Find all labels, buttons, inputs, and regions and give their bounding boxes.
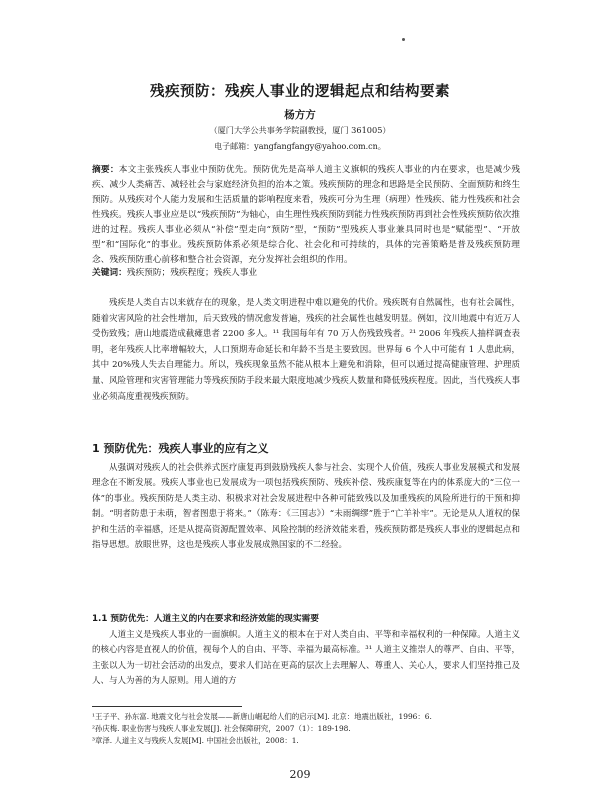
keywords-label: 关键词： bbox=[92, 268, 127, 278]
keywords bbox=[92, 266, 520, 280]
author-name: 杨方方 bbox=[284, 109, 316, 121]
footnote-2: ²孙庆梅. 职业伤害与残疾人事业发展[J]. 社会保障研究，2007（1）：189-198. bbox=[92, 724, 351, 733]
footnote-3: ³章泽. 人道主义与残疾人发展[M]. 中国社会出版社，2008：1. bbox=[92, 736, 299, 745]
author-email: 电子邮箱：yangfangfangy@yahoo.com.cn。 bbox=[214, 142, 386, 151]
intro-paragraph: 残疾是人类自古以来就存在的现象，是人类文明进程中难以避免的代价。残疾既有自然属性，也有社会属性，随着灾害风险的社会性增加，后天致残的情况愈发普遍，残疾的社会属性也越发明显。例如，汶川地震中有近万人受伤致残；唐山地震造成截瘫患者 2200 多人。¹¹ 我国每年有 70 万人伤残致残者。²¹ 2006 年残疾人抽样调查表明，老年残疾人比率增幅较大，人口预期寿命延长和年龄不当是主要致因。世界每 6 个人中可能有 1 人患此病，其中 20%残人失去自理能力。所以，残疾现象虽然不能从根本上避免和消除，但可以通过提高健康管理、护理质量、风险管理和灾害管理能力等残疾预防手段来最大限度地减少残疾人数量和降低残疾程度。因此，当代残疾人事业必须高度重视残疾预防。 bbox=[92, 298, 520, 402]
section-1-heading: 1 预防优先：残疾人事业的应有之义 bbox=[92, 442, 269, 455]
author-affiliation: （厦门大学公共事务学院副教授，厦门 361005） bbox=[209, 125, 391, 135]
footnote-1: ¹王子平、孙东富. 地震文化与社会发展——新唐山崛起给人们的启示[M]. 北京：地震出版社，1996：6. bbox=[92, 712, 432, 721]
scan-dot bbox=[402, 38, 405, 41]
section-1-1-paragraph: 人道主义是残疾人事业的一面旗帜。人道主义的根本在于对人类自由、平等和幸福权利的一种保障。人道主义的核心内容是直视人的价值，视每个人的自由、平等、幸福为最高标准。³¹ 人道主义推崇人的尊严、自由、平等，主张以人为一切社会活动的出发点，要求人们站在更高的层次上去理解人、尊重人、关心人，要求人们坚持推己及人、与人为善的为人原则。用人道的方 bbox=[92, 630, 520, 687]
article-title: 残疾预防：残疾人事业的逻辑起点和结构要素 bbox=[150, 84, 450, 100]
section-1-paragraph: 从强调对残疾人的社会供养式医疗康复再到鼓励残疾人参与社会、实现个人价值，残疾人事业发展模式和发展理念在不断发展。残疾人事业也已发展成为一项包括残疾预防、残疾补偿、残疾康复等在内的体系庞大的“三位一体”的事业。残疾预防是人类主动、积极求对社会发展进程中各种可能致残以及加重残疾的风险所进行的干预和抑制。“明者防患于未萌，智者图患于将来。”（陈寿：《三国志》）“未雨绸缪”胜于“亡羊补牢”。无论是从人道权的保护和生活的幸福感，还是从提高资源配置效率、风险控制的经济效能来看，残疾预防都是残疾人事业的逻辑起点和指导思想。放眼世界，这也是残疾人事业发展成熟国家的不二经验。 bbox=[92, 463, 520, 551]
abstract-label: 摘要： bbox=[92, 165, 119, 175]
footnote-divider bbox=[92, 706, 242, 707]
abstract bbox=[92, 163, 520, 268]
keywords-text: 残疾预防；残疾程度；残疾人事业 bbox=[126, 268, 258, 278]
page-number: 209 bbox=[289, 768, 311, 781]
section-1-1-heading: 1.1 预防优先：人道主义的内在要求和经济效能的现实需要 bbox=[92, 614, 319, 624]
abstract-text: 本文主张残疾人事业中预防优先。预防优先是高举人道主义旗帜的残疾人事业的内在要求，也是减少残疾、减少人类痛苦、减轻社会与家庭经济负担的治本之策。残疾预防的理念和思路是全民预防、全面预防和终生预防。从残疾对个人能力发展和生活质量的影响程度来看，残疾可分为生理（病理）性残疾、能力性残疾和社会性残疾。残疾人事业应是以“残疾预防”为轴心，由生理性残疾预防到能力性残疾预防再到社会性残疾预防依次推进的过程。残疾人事业必须从“补偿”型走向“预防”型，“预防”型残疾人事业兼具同时也是“赋能型”、“开放型”和“国际化”的事业。残疾预防体系必须是综合化、社会化和可持续的，具体的完善策略是普及残疾预防理念、残疾预防重心前移和整合社会资源，充分发挥社会组织的作用。 bbox=[92, 165, 521, 265]
